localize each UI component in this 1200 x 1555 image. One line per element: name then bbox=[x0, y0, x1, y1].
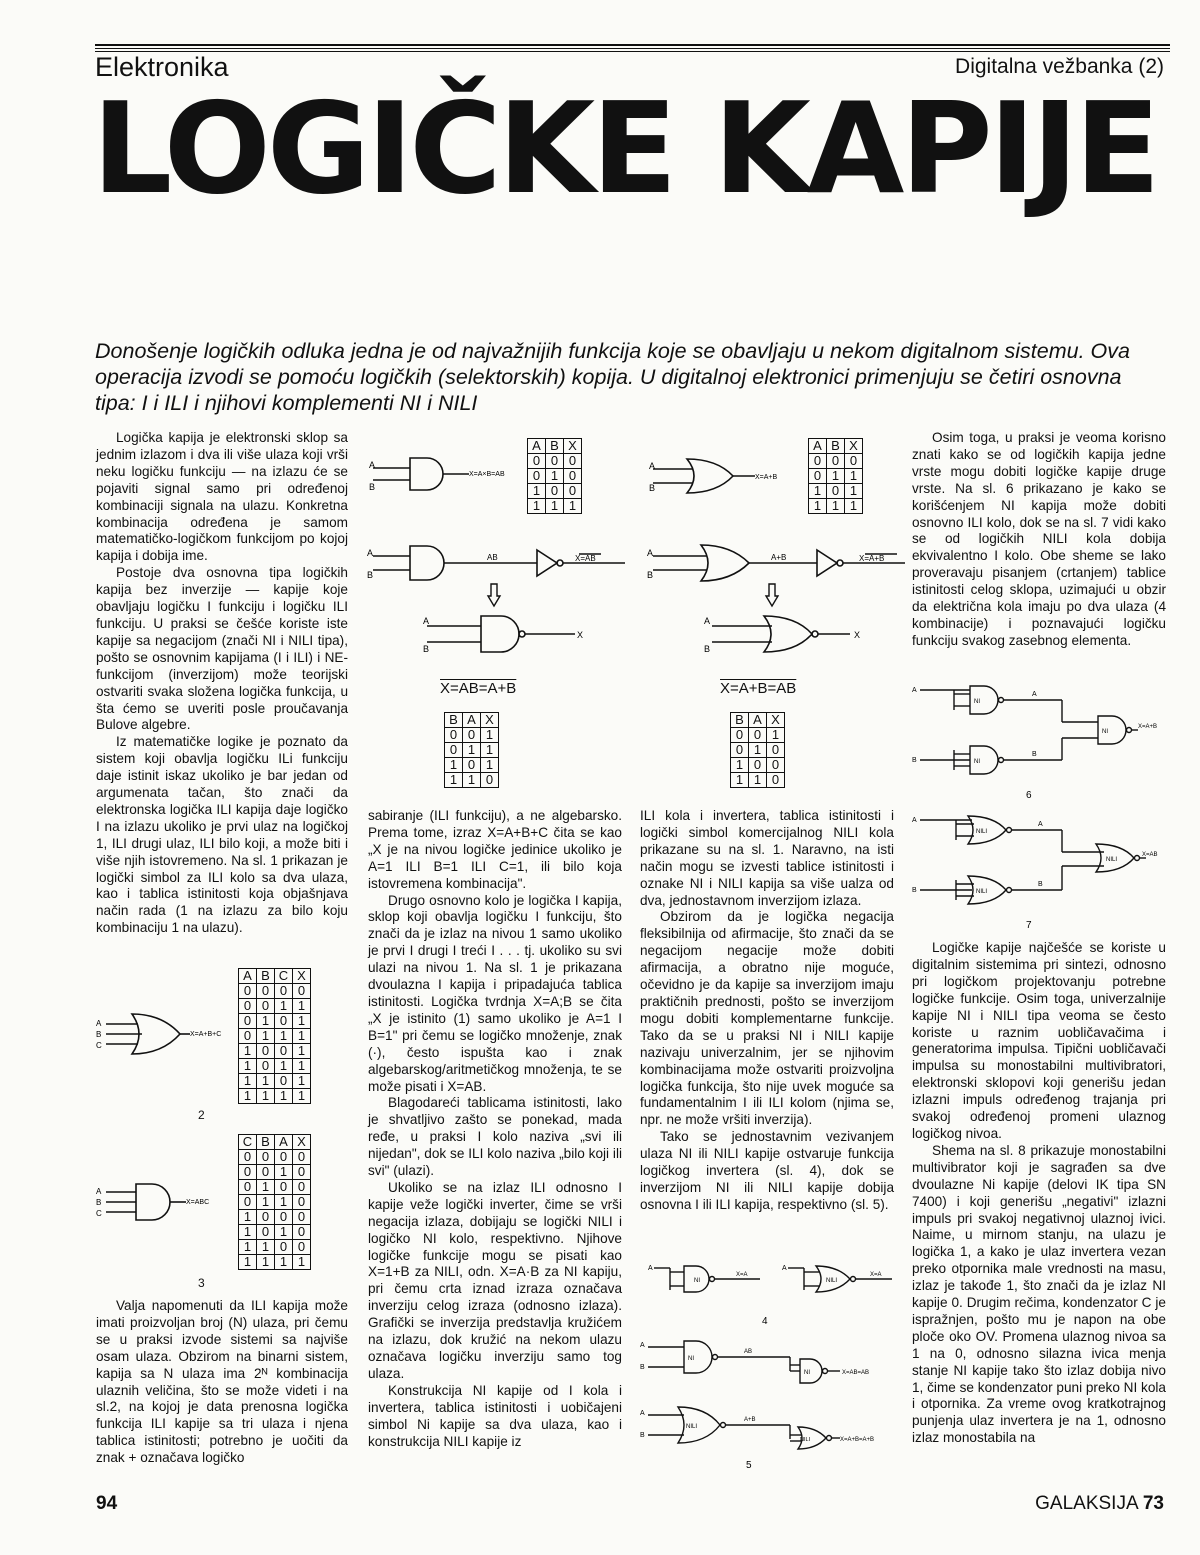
or-from-nand-diagram bbox=[912, 680, 1168, 805]
table-row bbox=[239, 1210, 311, 1225]
gate-label: NI bbox=[688, 1356, 694, 1362]
table-row bbox=[239, 1180, 311, 1195]
table-cell: 0 bbox=[528, 469, 546, 484]
table-header-cell: X bbox=[564, 439, 582, 454]
output-label: X bbox=[577, 630, 584, 640]
table-cell: 0 bbox=[275, 1180, 293, 1195]
table-cell: 0 bbox=[275, 1044, 293, 1059]
output-label: X=AB bbox=[1142, 852, 1158, 858]
table-cell: 0 bbox=[564, 484, 582, 499]
table-row bbox=[445, 773, 499, 788]
table-cell: 1 bbox=[749, 743, 767, 758]
table-cell: 1 bbox=[239, 1074, 257, 1089]
table-header-cell: C bbox=[239, 1135, 257, 1150]
table-cell: 0 bbox=[293, 1165, 311, 1180]
table-cell: 0 bbox=[275, 1014, 293, 1029]
table-cell: 1 bbox=[275, 1225, 293, 1240]
section-label: Elektronika bbox=[95, 52, 229, 82]
table-cell: 0 bbox=[767, 743, 785, 758]
output-label: X=A×B=AB bbox=[469, 471, 505, 478]
paragraph: Konstrukcija NI kapije od I kola i invertera, tablica istinitosti i uobičajeni simbol Ni kapije sa dva ulaza, kao i konstrukcija NILI kapije iz bbox=[368, 1382, 622, 1449]
paragraph: Osim toga, u praksi je veoma korisno znati kako se od logičkih kapija jedne vrste mogu dobiti logičke kapije druge vrste. Na sl. 6 prikazano je kako se korišćenjem NI kapija može dobiti osnovno ILI kolo, dok se na sl. 7 vidi kako se od logičkih NILI kola dobija ekvivalentno I kolo. Obe sheme se lako proveravaju pisanjem (crtanjem) tablice istinitosti celog sklopa, uzimajući u obzir da električna kola imaju po dva ulaza (4 kombinacije) i poznavajući logičku funkciju svakog zasebnog elementa. bbox=[912, 430, 1166, 648]
figure-number: 6 bbox=[1026, 790, 1032, 801]
paragraph: Iz matematičke logike je poznato da sistem koji obavlja logičku ILi funkciju daje istinit iskaz ukoliko je bar jedan od argumenata tačan, što znači da elektronska logička ILI kapija daje logičko I na izlazu ukoliko je prvi ulaz na logičkoj 1, ILI drugi ulaz, ILI bilo koji, a može biti i više njih istovremeno. Na sl. 1 prikazan je logički simbol za ILI kolo sa dva ulaza, kao i tablica istinitosti koja objašnjava način rada (1 na izlazu za bilo koju kombinaciju 1 na ulazu). bbox=[96, 734, 348, 936]
table-row bbox=[809, 499, 863, 514]
table-cell: 0 bbox=[257, 1150, 275, 1165]
input-label: B bbox=[647, 570, 654, 580]
table-cell: 0 bbox=[767, 758, 785, 773]
column-4 bbox=[912, 430, 1166, 650]
table-cell: 0 bbox=[239, 1150, 257, 1165]
truth-table-fig2 bbox=[238, 968, 311, 1104]
table-cell: 1 bbox=[239, 1044, 257, 1059]
table-cell: 1 bbox=[564, 499, 582, 514]
table-cell: 1 bbox=[293, 1044, 311, 1059]
or-gate-3-input-diagram bbox=[96, 1010, 236, 1060]
table-cell: 1 bbox=[845, 469, 863, 484]
table-cell: 0 bbox=[564, 454, 582, 469]
paragraph: Obzirom da je logička negacija fleksibilnija od afirmacije, što znači da se negacijom negacije može dobiti afirmacija, a obratno nije moguće, očevidno je da kapije sa inverzijom imaju praktičnih prednosti, pošto se inverzijom mogu dobiti komplementarne funkcije. Tako da se u praksi NI i NILI kapije nazivaju univerzalnim, jer se njihovim kombinacijama može ostvariti proizvoljna logička funkcija, što nije uvek moguće sa fundamentalnim I ili ILI kolom (njima se, npr. ne može vršiti inverzija). bbox=[640, 909, 894, 1128]
table-cell: 1 bbox=[731, 773, 749, 788]
table-cell: 0 bbox=[275, 1240, 293, 1255]
input-label: B bbox=[640, 1364, 645, 1371]
table-cell: 1 bbox=[445, 758, 463, 773]
table-cell: 1 bbox=[293, 1029, 311, 1044]
table-row bbox=[239, 999, 311, 1014]
table-cell: 0 bbox=[528, 454, 546, 469]
table-cell: 1 bbox=[845, 484, 863, 499]
input-label: A bbox=[423, 616, 430, 626]
issue-number: 73 bbox=[1142, 1493, 1164, 1514]
table-cell: 1 bbox=[239, 1089, 257, 1104]
input-label: B bbox=[96, 1198, 102, 1207]
mid-label: B bbox=[1038, 881, 1043, 888]
mid-label: B bbox=[1032, 751, 1037, 758]
table-cell: 0 bbox=[293, 1195, 311, 1210]
table-header-cell: X bbox=[767, 713, 785, 728]
table-cell: 1 bbox=[293, 1255, 311, 1270]
table-row bbox=[239, 1150, 311, 1165]
input-label: A bbox=[647, 548, 654, 558]
truth-table-fig3 bbox=[238, 1134, 311, 1270]
table-cell: 1 bbox=[528, 484, 546, 499]
paragraph: Logička kapija je elektronski sklop sa jednim izlazom i dva ili više ulaza koji vrši neku logičku funkciju — na izlazu će se pojaviti signal samo pri određenoj kombinaciji signala na ulazu. Konkretna kombinacija određena je samom matematičko-logičkom funkcijom po kojoj kapija i dobija ime. bbox=[96, 430, 348, 564]
table-row bbox=[731, 743, 785, 758]
output-label: X=A+B bbox=[755, 474, 778, 481]
magazine-name: GALAKSIJA bbox=[1035, 1493, 1138, 1514]
table-cell: 1 bbox=[293, 999, 311, 1014]
table-cell: 1 bbox=[275, 999, 293, 1014]
output-label: X=A bbox=[736, 1272, 748, 1278]
input-label: A bbox=[912, 687, 917, 694]
table-cell: 0 bbox=[546, 484, 564, 499]
table-header-cell: B bbox=[731, 713, 749, 728]
table-header-row bbox=[239, 969, 311, 984]
input-label: A bbox=[640, 1342, 645, 1349]
table-cell: 1 bbox=[481, 743, 499, 758]
table-cell: 0 bbox=[275, 1210, 293, 1225]
table-row bbox=[239, 1165, 311, 1180]
table-cell: 1 bbox=[275, 1165, 293, 1180]
table-cell: 0 bbox=[239, 1195, 257, 1210]
table-row bbox=[809, 484, 863, 499]
input-label: A bbox=[649, 461, 656, 471]
input-label: B bbox=[649, 483, 656, 493]
paragraph: ILI kola i invertera, tablica istinitosti i logički simbol komercijalnog NILI kola prikazane su na sl. 1. Naravno, na isti način mogu se izvesti tablice istinitosti i oznake NI i NILI kapija sa više ualza od dva, jednostavnom inverzijom izlaza. bbox=[640, 808, 894, 908]
table-cell: 0 bbox=[239, 999, 257, 1014]
table-cell: 1 bbox=[275, 1089, 293, 1104]
table-row bbox=[528, 469, 582, 484]
table-header-cell: B bbox=[546, 439, 564, 454]
mid-label: A bbox=[1032, 691, 1037, 698]
table-cell: 1 bbox=[528, 499, 546, 514]
table-cell: 0 bbox=[827, 484, 845, 499]
paragraph: Valja napomenuti da ILI kapija može imati proizvoljan broj (N) ulaza, pri čemu se u praksi izvode sistemi sa najviše osam ulaza. Obzirom na binarni sistem, kapija sa N ulaza ima 2ᴺ kombinacija ulaznih veličina, što se može videti i na sl.2, na kojoj je data prenosna logička funkcija ILI kapije sa tri ulaza i njena tablica istinitosti; potrebno je uočiti da znak + označava logičko bbox=[96, 1298, 348, 1466]
input-label: A bbox=[648, 1265, 653, 1272]
gate-label: NILI bbox=[800, 1437, 811, 1443]
input-label: A bbox=[912, 817, 917, 824]
figure-number: 5 bbox=[746, 1460, 752, 1471]
table-cell: 0 bbox=[564, 469, 582, 484]
table-cell: 0 bbox=[257, 1210, 275, 1225]
input-label: A bbox=[96, 1019, 102, 1028]
gate-label: NI bbox=[694, 1278, 700, 1284]
table-cell: 0 bbox=[293, 1210, 311, 1225]
output-label: X=ABC bbox=[186, 1199, 210, 1206]
gate-label: NI bbox=[804, 1370, 810, 1376]
nor-equation: X=A+B=AB bbox=[720, 680, 797, 697]
paragraph: sabiranje (ILI funkciju), a ne algebarsko. Prema tome, izraz X=A+B+C čita se kao „X je na nivou logičke jedinice ukoliko je A=1 ILI B=1 ILI C=1, ili bilo koja istovremena kombinacija". bbox=[368, 808, 622, 891]
table-row bbox=[445, 758, 499, 773]
down-arrow-icon bbox=[486, 582, 502, 608]
gate-label: NI bbox=[1102, 729, 1108, 735]
table-header-cell: B bbox=[257, 969, 275, 984]
table-cell: 1 bbox=[257, 1014, 275, 1029]
table-cell: 0 bbox=[463, 728, 481, 743]
table-cell: 0 bbox=[275, 984, 293, 999]
table-cell: 1 bbox=[257, 1180, 275, 1195]
nand-equation: X=AB=A+B bbox=[440, 680, 517, 697]
table-row bbox=[239, 1044, 311, 1059]
table-cell: 0 bbox=[827, 454, 845, 469]
input-label: B bbox=[704, 644, 711, 654]
table-row bbox=[239, 984, 311, 999]
truth-table-or bbox=[808, 438, 863, 514]
table-row bbox=[239, 1014, 311, 1029]
output-label: X=AB bbox=[575, 554, 596, 563]
gate-label: NI bbox=[974, 759, 980, 765]
table-header-cell: X bbox=[845, 439, 863, 454]
gate-label: NILI bbox=[976, 829, 988, 835]
table-cell: 0 bbox=[257, 1165, 275, 1180]
table-row bbox=[528, 454, 582, 469]
table-row bbox=[445, 728, 499, 743]
table-cell: 1 bbox=[809, 484, 827, 499]
table-cell: 0 bbox=[749, 758, 767, 773]
column-4-bottom bbox=[912, 940, 1166, 1447]
table-header-cell: A bbox=[239, 969, 257, 984]
table-header-cell: C bbox=[275, 969, 293, 984]
table-cell: 0 bbox=[257, 1044, 275, 1059]
table-cell: 0 bbox=[257, 1059, 275, 1074]
table-cell: 1 bbox=[293, 1074, 311, 1089]
mid-label: AB bbox=[744, 1349, 753, 1355]
table-cell: 1 bbox=[257, 1089, 275, 1104]
column-3 bbox=[640, 808, 894, 1214]
input-label: B bbox=[912, 887, 917, 894]
table-cell: 1 bbox=[445, 773, 463, 788]
input-label: A bbox=[640, 1410, 645, 1417]
table-header-cell: X bbox=[293, 969, 311, 984]
gate-label: NILI bbox=[686, 1424, 698, 1430]
input-label: A bbox=[704, 616, 711, 626]
table-row bbox=[528, 499, 582, 514]
table-row bbox=[445, 743, 499, 758]
gate-label: NILI bbox=[1106, 857, 1118, 863]
table-header-cell: B bbox=[445, 713, 463, 728]
table-row bbox=[239, 1089, 311, 1104]
table-cell: 0 bbox=[293, 1225, 311, 1240]
table-cell: 0 bbox=[257, 1225, 275, 1240]
input-label: B bbox=[912, 757, 917, 764]
table-row bbox=[239, 1059, 311, 1074]
table-cell: 0 bbox=[239, 1029, 257, 1044]
column-2 bbox=[368, 808, 622, 1450]
table-cell: 1 bbox=[827, 469, 845, 484]
table-cell: 0 bbox=[275, 1150, 293, 1165]
table-cell: 1 bbox=[809, 499, 827, 514]
output-label: X=A bbox=[870, 1272, 882, 1278]
table-cell: 1 bbox=[293, 1089, 311, 1104]
table-cell: 1 bbox=[749, 773, 767, 788]
table-cell: 0 bbox=[257, 984, 275, 999]
input-label: A bbox=[367, 548, 374, 558]
table-cell: 1 bbox=[731, 758, 749, 773]
nand-gate-diagram bbox=[415, 612, 595, 657]
lead-paragraph: Donošenje logičkih odluka jedna je od najvažnijih funkcija koje se obavljaju u nekom digitalnom sistemu. Ova operacija izvodi se pomoću logičkih (selektorskih) kopija. U digitalnoj elektronici primenjuju se četiri osnovna tipa: I i ILI i njihovi komplementi NI i NILI bbox=[95, 339, 1130, 415]
table-row bbox=[239, 1029, 311, 1044]
input-label: B bbox=[640, 1432, 645, 1439]
column-1-bottom bbox=[96, 1298, 348, 1467]
table-header-cell: A bbox=[749, 713, 767, 728]
output-label: X=A+B bbox=[1138, 724, 1158, 730]
figure-number: 4 bbox=[762, 1316, 768, 1327]
table-cell: 1 bbox=[257, 1195, 275, 1210]
table-cell: 1 bbox=[257, 1240, 275, 1255]
input-label: A bbox=[96, 1187, 102, 1196]
paragraph: Tako se jednostavnim vezivanjem ulaza NI ili NILI kapije ostvaruje funkcija logičkog invertera (sl. 4), dok se inverzijom NI ili NILI kapije dobija osnovna I ili ILI kapija, respektivno (sl. 5). bbox=[640, 1129, 894, 1212]
table-cell: 0 bbox=[293, 1150, 311, 1165]
table-cell: 1 bbox=[257, 1255, 275, 1270]
table-header-row bbox=[239, 1135, 311, 1150]
output-label: X=AB=AB bbox=[842, 1370, 870, 1376]
table-row bbox=[731, 773, 785, 788]
table-header-cell: A bbox=[528, 439, 546, 454]
paragraph: Postoje dva osnovna tipa logičkih kapija bez inverzije — kapije koje obavljaju logičku I funkciju i logičku ILI funkciju. U praksi se češće koriste iste kapije sa negacijom (znači NI i NILI tipa), pošto se osnovnim kapijama (I i ILI) i NE-funkcijom (inverzijom) može teorijski ostvariti svaka složena logička funkcija, u šta ćemo se uveriti posle proučavanja Bulove algebre. bbox=[96, 565, 348, 733]
or-gate-diagram bbox=[645, 455, 795, 505]
column-1 bbox=[96, 430, 348, 937]
table-header-cell: B bbox=[827, 439, 845, 454]
table-cell: 0 bbox=[767, 773, 785, 788]
table-cell: 1 bbox=[239, 1255, 257, 1270]
table-cell: 0 bbox=[293, 984, 311, 999]
and-or-from-universal-gates-diagram bbox=[640, 1335, 902, 1475]
table-header-cell: X bbox=[293, 1135, 311, 1150]
table-cell: 0 bbox=[731, 728, 749, 743]
and-gate-3-input-diagram bbox=[96, 1178, 236, 1228]
mid-label: AB bbox=[487, 553, 498, 562]
table-cell: 0 bbox=[275, 1074, 293, 1089]
table-header-cell: A bbox=[809, 439, 827, 454]
table-cell: 1 bbox=[239, 1240, 257, 1255]
table-row bbox=[239, 1255, 311, 1270]
table-cell: 1 bbox=[239, 1059, 257, 1074]
table-cell: 1 bbox=[239, 1225, 257, 1240]
table-cell: 1 bbox=[239, 1210, 257, 1225]
table-cell: 1 bbox=[257, 1074, 275, 1089]
table-cell: 0 bbox=[463, 758, 481, 773]
table-cell: 1 bbox=[275, 1059, 293, 1074]
table-cell: 1 bbox=[767, 728, 785, 743]
table-cell: 0 bbox=[239, 984, 257, 999]
paragraph: Logičke kapije najčešće se koriste u digitalnim sistemima pri sintezi, odnosno pri logičkom projektovanju potrebne logičke funkcije. Osim toga, univerzalnije kapije NI i NILI tipa veoma se često koriste u raznim uobličavačima i generatorima impulsa. Tipični uobličavači impulsa su monostabilni multivibratori, elektronski sklopovi koji generišu jedan izlazni impuls određenog trajanja pri svakoj određenoj promeni ulaznog logičkog nivoa. bbox=[912, 940, 1166, 1141]
paragraph: Blagodareći tablicama istinitosti, lako je shvatljivo zašto se ponekad, mada ređe, u praksi I kolo naziva „svi ili nijedan", dok se ILI kolo naziva „bilo koji ili svi" (ulazi). bbox=[368, 1095, 622, 1179]
mid-label: A+B bbox=[744, 1417, 756, 1423]
table-header-cell: X bbox=[481, 713, 499, 728]
table-cell: 0 bbox=[445, 728, 463, 743]
table-row bbox=[528, 484, 582, 499]
table-header-row bbox=[445, 713, 499, 728]
table-cell: 1 bbox=[463, 773, 481, 788]
gate-label: NI bbox=[974, 699, 980, 705]
table-row bbox=[239, 1225, 311, 1240]
table-cell: 0 bbox=[809, 469, 827, 484]
truth-table-nor bbox=[730, 712, 785, 788]
table-cell: 0 bbox=[445, 743, 463, 758]
table-header-row bbox=[731, 713, 785, 728]
figure-number: 7 bbox=[1026, 920, 1032, 931]
input-label: B bbox=[369, 482, 376, 492]
table-header-cell: B bbox=[257, 1135, 275, 1150]
truth-table-and bbox=[527, 438, 582, 514]
input-label: A bbox=[369, 460, 376, 470]
and-from-nor-diagram bbox=[912, 810, 1168, 935]
nor-gate-diagram bbox=[700, 612, 880, 657]
table-cell: 0 bbox=[257, 999, 275, 1014]
paragraph: Ukoliko se na izlaz ILI odnosno I kapije veže logički inverter, čime se vrši negacija izlaza, dobijaju se logički NILI i logičko NI kolo, respektivno. Njihove logičke funkcije mogu se pisati kao X=1+B za NILI, odn. X=A·B za NI kapiju, pri čemu crta iznad izraza označava inverziju celog izraza (odnosno izlaza). Grafički se inverzija predstavlja kružićem na izlazu, dok kružić na nekom ulazu označava logičku inverziju samo tog ulaza. bbox=[368, 1179, 622, 1381]
table-cell: 0 bbox=[546, 454, 564, 469]
output-label: X=A+B=A+B bbox=[840, 1437, 875, 1443]
table-cell: 1 bbox=[845, 499, 863, 514]
input-label: A bbox=[782, 1265, 787, 1272]
table-header-row bbox=[528, 439, 582, 454]
table-cell: 1 bbox=[481, 758, 499, 773]
table-cell: 0 bbox=[293, 1180, 311, 1195]
paragraph: Drugo osnovno kolo je logička I kapija, sklop koji obavlja logičku I funkciju, što znači da je izlaz na nivou 1 samo ukoliko je prvi I drugi I treći I . . . tj. ukoliko su svi ulazi na nivou 1. Na sl. 1 je prikazana dvoulazna I kapija i pripadajuća tablica istinitosti. Logička tvrdnja X=A;B se čita „X je istinito (1) samo ukoliko je A=1 I B=1" pri čemu se logičko množenje, znak (·), često ispušta kao i znak algebarskog/aritmetičkog množenja, te se može pisati i X=AB. bbox=[368, 892, 622, 1094]
table-cell: 0 bbox=[239, 1180, 257, 1195]
magazine-footer bbox=[1035, 1493, 1164, 1515]
page-title: LOGIČKE KAPIJE bbox=[92, 75, 1157, 222]
table-cell: 0 bbox=[239, 1165, 257, 1180]
table-cell: 1 bbox=[257, 1029, 275, 1044]
table-cell: 0 bbox=[239, 1014, 257, 1029]
table-cell: 0 bbox=[293, 1240, 311, 1255]
input-label: C bbox=[96, 1209, 102, 1218]
paragraph: Shema na sl. 8 prikazuje monostabilni multivibrator koji je sagrađen sa dve dvoulazne Ni kapije (delovi IK tipa SN 7400) i koji generišu „negativi" izlazni impuls pri svakoj negativnoj ulaznoj ivici. Naime, u mirnom stanju, na ulazu je logička 1, a kako je ulaz invertera vezan preko otpornika male vrednosti na masu, izlaz je takođe 1, što znači da je izlaz NI kapije 0. Drugim rečima, kondenzator C je ispražnjen, pošto mu je napon na obe ploče oko OV. Promena ulaznog nivoa sa 1 na 0, odnosno silazna ivica menja stanje NI kapije tako što izlaz dobija nivo 1, čime se kondenzator puni preko NI kola i otpornika. Za vreme ovog kratkotrajnog punjenja ulaz invertera je na 1, odnosno izlaz monostabila na bbox=[912, 1142, 1166, 1446]
table-row bbox=[809, 454, 863, 469]
table-header-cell: A bbox=[463, 713, 481, 728]
and-gate-diagram bbox=[365, 440, 515, 500]
table-cell: 1 bbox=[293, 1014, 311, 1029]
figure-number: 2 bbox=[198, 1108, 205, 1122]
table-row bbox=[239, 1074, 311, 1089]
table-cell: 1 bbox=[463, 743, 481, 758]
figure-number: 3 bbox=[198, 1276, 205, 1290]
input-label: B bbox=[96, 1030, 102, 1039]
table-cell: 1 bbox=[827, 499, 845, 514]
mid-label: A+B bbox=[771, 553, 787, 562]
table-cell: 0 bbox=[731, 743, 749, 758]
table-row bbox=[809, 469, 863, 484]
table-cell: 1 bbox=[275, 1029, 293, 1044]
table-cell: 1 bbox=[293, 1059, 311, 1074]
gate-label: NILI bbox=[976, 889, 988, 895]
output-label: X=A+B bbox=[859, 554, 885, 563]
mid-label: A bbox=[1038, 821, 1043, 828]
table-row bbox=[239, 1195, 311, 1210]
table-cell: 0 bbox=[809, 454, 827, 469]
input-label: C bbox=[96, 1041, 102, 1050]
truth-table-nand bbox=[444, 712, 499, 788]
table-cell: 1 bbox=[481, 728, 499, 743]
table-row bbox=[731, 758, 785, 773]
down-arrow-icon bbox=[764, 582, 780, 608]
table-cell: 1 bbox=[275, 1195, 293, 1210]
table-header-row bbox=[809, 439, 863, 454]
output-label: X bbox=[854, 630, 861, 640]
input-label: B bbox=[423, 644, 430, 654]
table-cell: 0 bbox=[749, 728, 767, 743]
page-number: 94 bbox=[96, 1493, 118, 1514]
gate-label: NILI bbox=[826, 1278, 838, 1284]
table-cell: 1 bbox=[546, 499, 564, 514]
series-label: Digitalna vežbanka (2) bbox=[955, 55, 1164, 78]
table-cell: 1 bbox=[275, 1255, 293, 1270]
table-row bbox=[731, 728, 785, 743]
table-header-cell: A bbox=[275, 1135, 293, 1150]
table-cell: 0 bbox=[845, 454, 863, 469]
input-label: B bbox=[367, 570, 374, 580]
output-label: X=A+B+C bbox=[190, 1031, 222, 1038]
table-cell: 1 bbox=[546, 469, 564, 484]
table-row bbox=[239, 1240, 311, 1255]
table-cell: 0 bbox=[481, 773, 499, 788]
